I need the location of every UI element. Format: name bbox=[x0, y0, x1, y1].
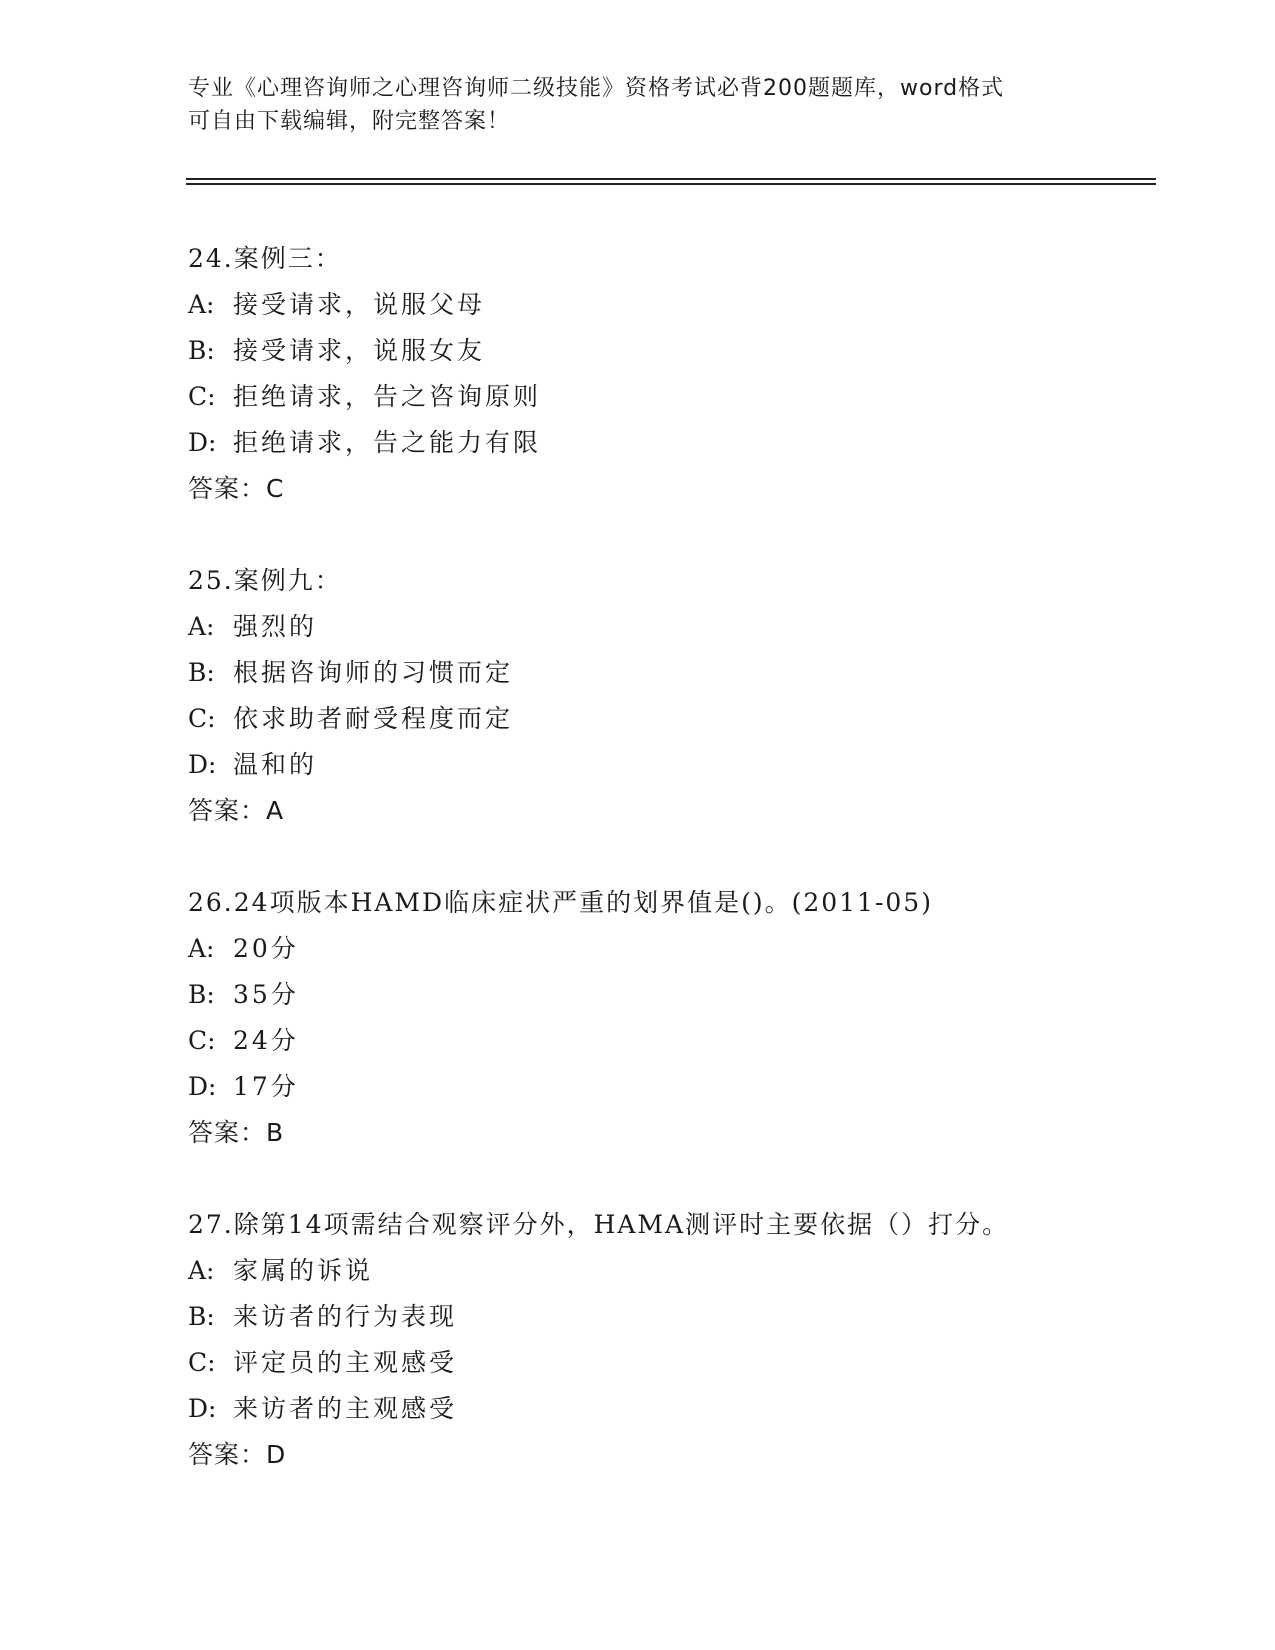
option-key: C: bbox=[188, 1348, 216, 1377]
option-key: B: bbox=[188, 1302, 215, 1331]
option-text: 家属的诉说 bbox=[233, 1256, 374, 1285]
question-27 bbox=[188, 1202, 1168, 1478]
option-key: A: bbox=[188, 290, 215, 319]
option-text: 拒绝请求，告之能力有限 bbox=[233, 428, 542, 457]
option-key: A: bbox=[188, 1256, 215, 1285]
header-divider-bottom bbox=[186, 183, 1156, 185]
option-key: A: bbox=[188, 612, 215, 641]
option-text: 根据咨询师的习惯而定 bbox=[233, 658, 514, 687]
option-b bbox=[188, 650, 1168, 696]
option-c bbox=[188, 696, 1168, 742]
option-c bbox=[188, 1018, 1168, 1064]
header-divider-top bbox=[186, 178, 1156, 180]
option-c bbox=[188, 1340, 1168, 1386]
option-key: C: bbox=[188, 382, 216, 411]
option-text: 依求助者耐受程度而定 bbox=[233, 704, 514, 733]
option-key: D: bbox=[188, 1072, 217, 1101]
question-26 bbox=[188, 880, 1168, 1156]
option-d bbox=[188, 742, 1168, 788]
answer-line: 答案：D bbox=[188, 1440, 287, 1469]
question-title: 27.除第14项需结合观察评分外，HAMA测评时主要依据（）打分。 bbox=[188, 1210, 1010, 1239]
option-key: C: bbox=[188, 704, 216, 733]
option-key: D: bbox=[188, 428, 217, 457]
question-25 bbox=[188, 558, 1168, 834]
option-text: 拒绝请求，告之咨询原则 bbox=[233, 382, 542, 411]
option-key: B: bbox=[188, 658, 215, 687]
option-text: 接受请求，说服女友 bbox=[233, 336, 486, 365]
answer-line: 答案：A bbox=[188, 796, 285, 825]
question-title: 25.案例九： bbox=[188, 566, 342, 595]
option-b bbox=[188, 1294, 1168, 1340]
header-line-1: 专业《心理咨询师之心理咨询师二级技能》资格考试必背200题题库，word格式 bbox=[188, 76, 1005, 101]
answer-line: 答案：B bbox=[188, 1118, 285, 1147]
option-b bbox=[188, 328, 1168, 374]
option-text: 评定员的主观感受 bbox=[233, 1348, 458, 1377]
option-key: D: bbox=[188, 750, 217, 779]
question-title: 26.24项版本HAMD临床症状严重的划界值是()。(2011-05) bbox=[188, 888, 933, 917]
option-text: 35分 bbox=[233, 980, 299, 1009]
option-text: 24分 bbox=[233, 1026, 299, 1055]
question-title: 24.案例三： bbox=[188, 244, 342, 273]
option-key: B: bbox=[188, 980, 215, 1009]
option-d bbox=[188, 420, 1168, 466]
question-24 bbox=[188, 236, 1168, 512]
option-a bbox=[188, 604, 1168, 650]
option-text: 来访者的行为表现 bbox=[233, 1302, 458, 1331]
answer-line: 答案：C bbox=[188, 474, 285, 503]
option-text: 接受请求，说服父母 bbox=[233, 290, 486, 319]
option-a bbox=[188, 926, 1168, 972]
option-text: 20分 bbox=[233, 934, 299, 963]
option-text: 17分 bbox=[233, 1072, 299, 1101]
option-c bbox=[188, 374, 1168, 420]
option-key: A: bbox=[188, 934, 215, 963]
option-b bbox=[188, 972, 1168, 1018]
option-key: C: bbox=[188, 1026, 216, 1055]
question-list bbox=[188, 236, 1168, 1524]
option-key: B: bbox=[188, 336, 215, 365]
option-d bbox=[188, 1064, 1168, 1110]
option-text: 强烈的 bbox=[233, 612, 318, 641]
header-line-2: 可自由下载编辑，附完整答案！ bbox=[188, 109, 511, 134]
option-key: D: bbox=[188, 1394, 217, 1423]
document-header bbox=[188, 72, 1088, 138]
option-text: 温和的 bbox=[233, 750, 318, 779]
option-a bbox=[188, 1248, 1168, 1294]
option-d bbox=[188, 1386, 1168, 1432]
option-text: 来访者的主观感受 bbox=[233, 1394, 458, 1423]
option-a bbox=[188, 282, 1168, 328]
